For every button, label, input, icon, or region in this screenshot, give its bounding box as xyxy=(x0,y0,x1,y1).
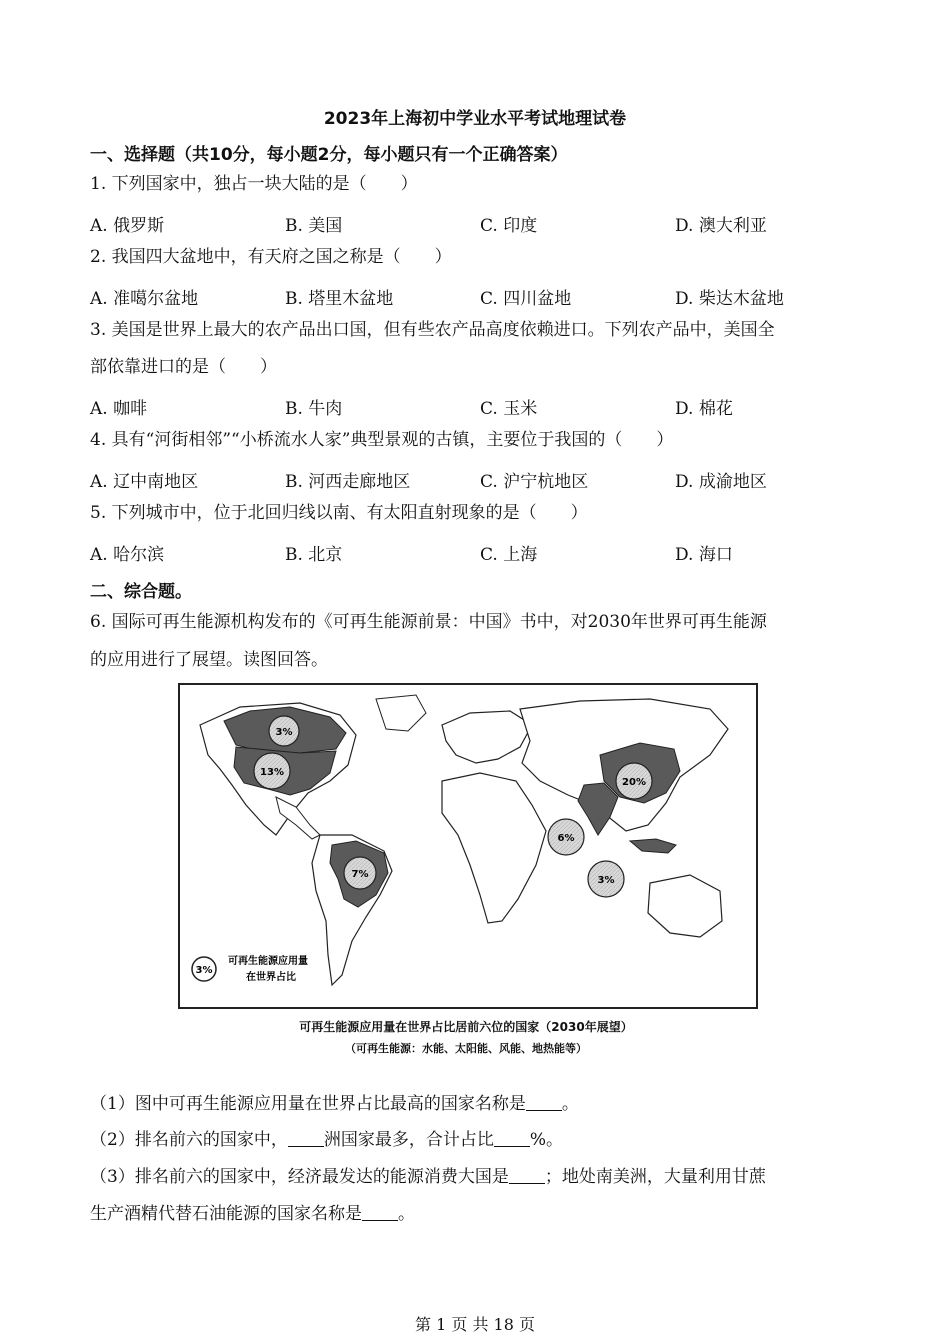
question-5-options xyxy=(90,540,870,565)
option-a[interactable]: A. 俄罗斯 xyxy=(90,216,165,236)
question-3-stem-line2: 部依靠进口的是（ ） xyxy=(90,357,277,377)
svg-text:3%: 3% xyxy=(195,965,213,976)
world-map-svg xyxy=(180,685,756,1007)
answer-blank[interactable] xyxy=(526,1093,562,1111)
option-b[interactable]: B. 北京 xyxy=(285,545,343,565)
question-3-options xyxy=(90,394,870,419)
sub-question-2: （2）排名前六的国家中， 洲国家最多，合计占比 %。 xyxy=(90,1130,563,1150)
option-a[interactable]: A. 辽中南地区 xyxy=(90,472,199,492)
option-a[interactable]: A. 咖啡 xyxy=(90,399,148,419)
svg-text:13%: 13% xyxy=(260,767,284,778)
sub-question-1: （1）图中可再生能源应用量在世界占比最高的国家名称是 。 xyxy=(90,1094,579,1114)
label-circle-india xyxy=(548,819,584,855)
greenland-shape xyxy=(376,695,426,731)
africa-shape xyxy=(442,773,546,923)
svg-text:在世界占比: 在世界占比 xyxy=(246,972,296,983)
section-heading-choice: 一、选择题（共10分，每小题2分，每小题只有一个正确答案） xyxy=(90,145,568,165)
svg-text:3%: 3% xyxy=(275,727,293,738)
answer-blank[interactable] xyxy=(509,1166,545,1184)
question-4-stem: 4. 具有“河街相邻”“小桥流水人家”典型景观的古镇，主要位于我国的（ ） xyxy=(90,430,674,450)
option-c[interactable]: C. 四川盆地 xyxy=(480,289,572,309)
option-d[interactable]: D. 柴达木盆地 xyxy=(675,289,784,309)
section-heading-comprehensive: 二、综合题。 xyxy=(90,582,192,602)
option-b[interactable]: B. 河西走廊地区 xyxy=(285,472,411,492)
map-legend xyxy=(192,954,308,983)
label-circle-brazil xyxy=(344,857,376,889)
option-c[interactable]: C. 印度 xyxy=(480,216,538,236)
answer-blank[interactable] xyxy=(494,1129,530,1147)
question-3-stem-line1: 3. 美国是世界上最大的农产品出口国，但有些农产品高度依赖进口。下列农产品中，美国全 xyxy=(90,320,775,340)
svg-text:6%: 6% xyxy=(557,833,575,844)
svg-text:可再生能源应用量: 可再生能源应用量 xyxy=(228,956,308,967)
svg-text:7%: 7% xyxy=(351,869,369,880)
option-a[interactable]: A. 准噶尔盆地 xyxy=(90,289,199,309)
option-d[interactable]: D. 棉花 xyxy=(675,399,733,419)
answer-blank[interactable] xyxy=(362,1203,398,1221)
label-circle-usa xyxy=(254,753,290,789)
question-5-stem: 5. 下列城市中，位于北回归线以南、有太阳直射现象的是（ ） xyxy=(90,503,588,523)
question-1-stem: 1. 下列国家中，独占一块大陆的是（ ） xyxy=(90,174,418,194)
sub-question-3-line1: （3）排名前六的国家中，经济最发达的能源消费大国是 ；地处南美洲，大量利用甘蔗 xyxy=(90,1167,766,1187)
label-circle-indonesia xyxy=(588,861,624,897)
europe-shape xyxy=(442,711,532,763)
map-caption-line2: （可再生能源：水能、太阳能、风能、地热能等） xyxy=(345,1042,587,1055)
question-6-stem-line1: 6. 国际可再生能源机构发布的《可再生能源前景：中国》书中，对2030年世界可再生能源 xyxy=(90,612,767,632)
india-shape xyxy=(578,783,618,835)
indonesia-shape xyxy=(630,839,676,853)
svg-text:20%: 20% xyxy=(622,777,646,788)
option-b[interactable]: B. 美国 xyxy=(285,216,343,236)
label-circle-china xyxy=(616,763,652,799)
option-a[interactable]: A. 哈尔滨 xyxy=(90,545,165,565)
label-circle-canada xyxy=(269,716,299,746)
australia-shape xyxy=(648,875,722,937)
option-d[interactable]: D. 海口 xyxy=(675,545,733,565)
option-d[interactable]: D. 澳大利亚 xyxy=(675,216,767,236)
question-1-options xyxy=(90,211,870,236)
map-caption-line1: 可再生能源应用量在世界占比居前六位的国家（2030年展望） xyxy=(299,1020,633,1034)
world-map-figure xyxy=(178,683,758,1009)
page-title: 2023年上海初中学业水平考试地理试卷 xyxy=(323,109,627,129)
option-b[interactable]: B. 塔里木盆地 xyxy=(285,289,394,309)
question-4-options xyxy=(90,467,870,492)
option-b[interactable]: B. 牛肉 xyxy=(285,399,343,419)
option-c[interactable]: C. 玉米 xyxy=(480,399,538,419)
answer-blank[interactable] xyxy=(288,1129,324,1147)
question-2-stem: 2. 我国四大盆地中，有天府之国之称是（ ） xyxy=(90,247,452,267)
svg-text:3%: 3% xyxy=(597,875,615,886)
page-footer: 第 1 页 共 18 页 xyxy=(415,1315,535,1334)
question-2-options xyxy=(90,284,870,309)
question-6-stem-line2: 的应用进行了展望。读图回答。 xyxy=(90,650,328,670)
option-c[interactable]: C. 沪宁杭地区 xyxy=(480,472,589,492)
sub-question-3-line2: 生产酒精代替石油能源的国家名称是 。 xyxy=(90,1204,415,1224)
option-d[interactable]: D. 成渝地区 xyxy=(675,472,767,492)
option-c[interactable]: C. 上海 xyxy=(480,545,538,565)
